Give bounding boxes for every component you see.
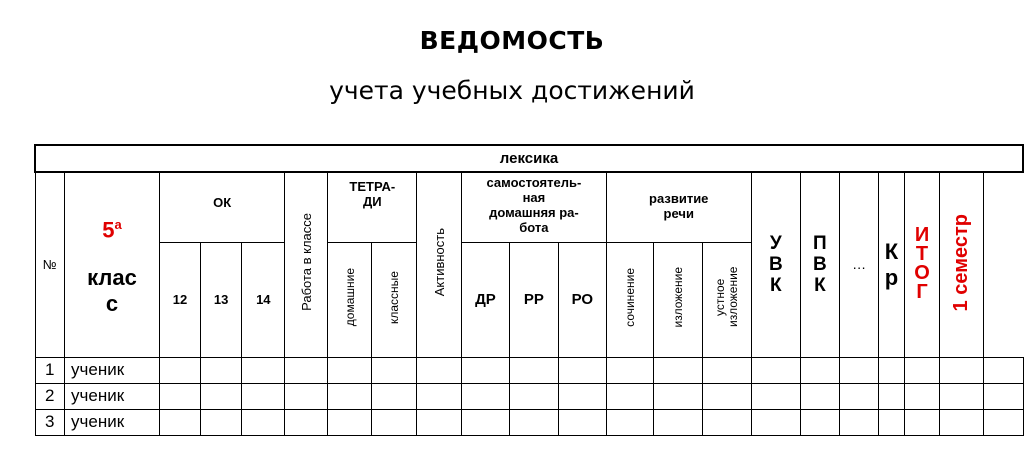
document-subtitle: учета учебных достижений <box>329 76 695 105</box>
uvk-header: У В К <box>751 172 800 357</box>
notebooks-group-header: ТЕТРА- ДИ <box>328 172 417 242</box>
activity-header: Активность <box>417 172 462 357</box>
kr-header: К р <box>879 172 905 357</box>
col-number-header: № <box>35 172 65 357</box>
table-row <box>35 409 1023 435</box>
speech-development-group-header: развитие речи <box>606 172 751 242</box>
pupil-name: ученик <box>65 409 160 435</box>
ok-col-13: 13 <box>201 242 242 357</box>
row-number: 3 <box>35 409 65 435</box>
speech-presentation-header: изложение <box>653 242 702 357</box>
pupil-name: ученик <box>65 383 160 409</box>
row-number: 1 <box>35 357 65 383</box>
class-number: $5^а$ <box>102 217 122 243</box>
work-in-class-header: Работа в классе <box>285 172 328 357</box>
ok-group-header: ОК <box>159 172 284 242</box>
speech-essay-header: сочинение <box>606 242 653 357</box>
document-title: ВЕДОМОСТЬ <box>419 26 605 55</box>
class-word: клас с <box>87 265 137 317</box>
ok-col-14: 14 <box>242 242 285 357</box>
pvk-header: П В К <box>800 172 839 357</box>
table-row <box>35 383 1023 409</box>
independent-dr-header: ДР <box>462 242 509 357</box>
independent-ro-header: РО <box>559 242 607 357</box>
grade-sheet-table <box>34 144 1024 436</box>
semester-header: 1 семестр <box>940 172 983 357</box>
independent-rr-header: РР <box>509 242 558 357</box>
ok-col-12: 12 <box>159 242 200 357</box>
notebooks-class-header: классные <box>371 242 416 357</box>
table-row <box>35 357 1023 383</box>
class-header <box>65 172 160 357</box>
pupil-name: ученик <box>65 357 160 383</box>
speech-oral-header: устное изложение <box>702 242 751 357</box>
lexicon-header: лексика <box>35 145 1023 172</box>
ellipsis-header: … <box>839 172 878 357</box>
notebooks-home-header: домашние <box>328 242 371 357</box>
row-number: 2 <box>35 383 65 409</box>
itog-header: И Т О Г <box>904 172 939 357</box>
independent-work-group-header: самостоятель- ная домашняя ра- бота <box>462 172 606 242</box>
